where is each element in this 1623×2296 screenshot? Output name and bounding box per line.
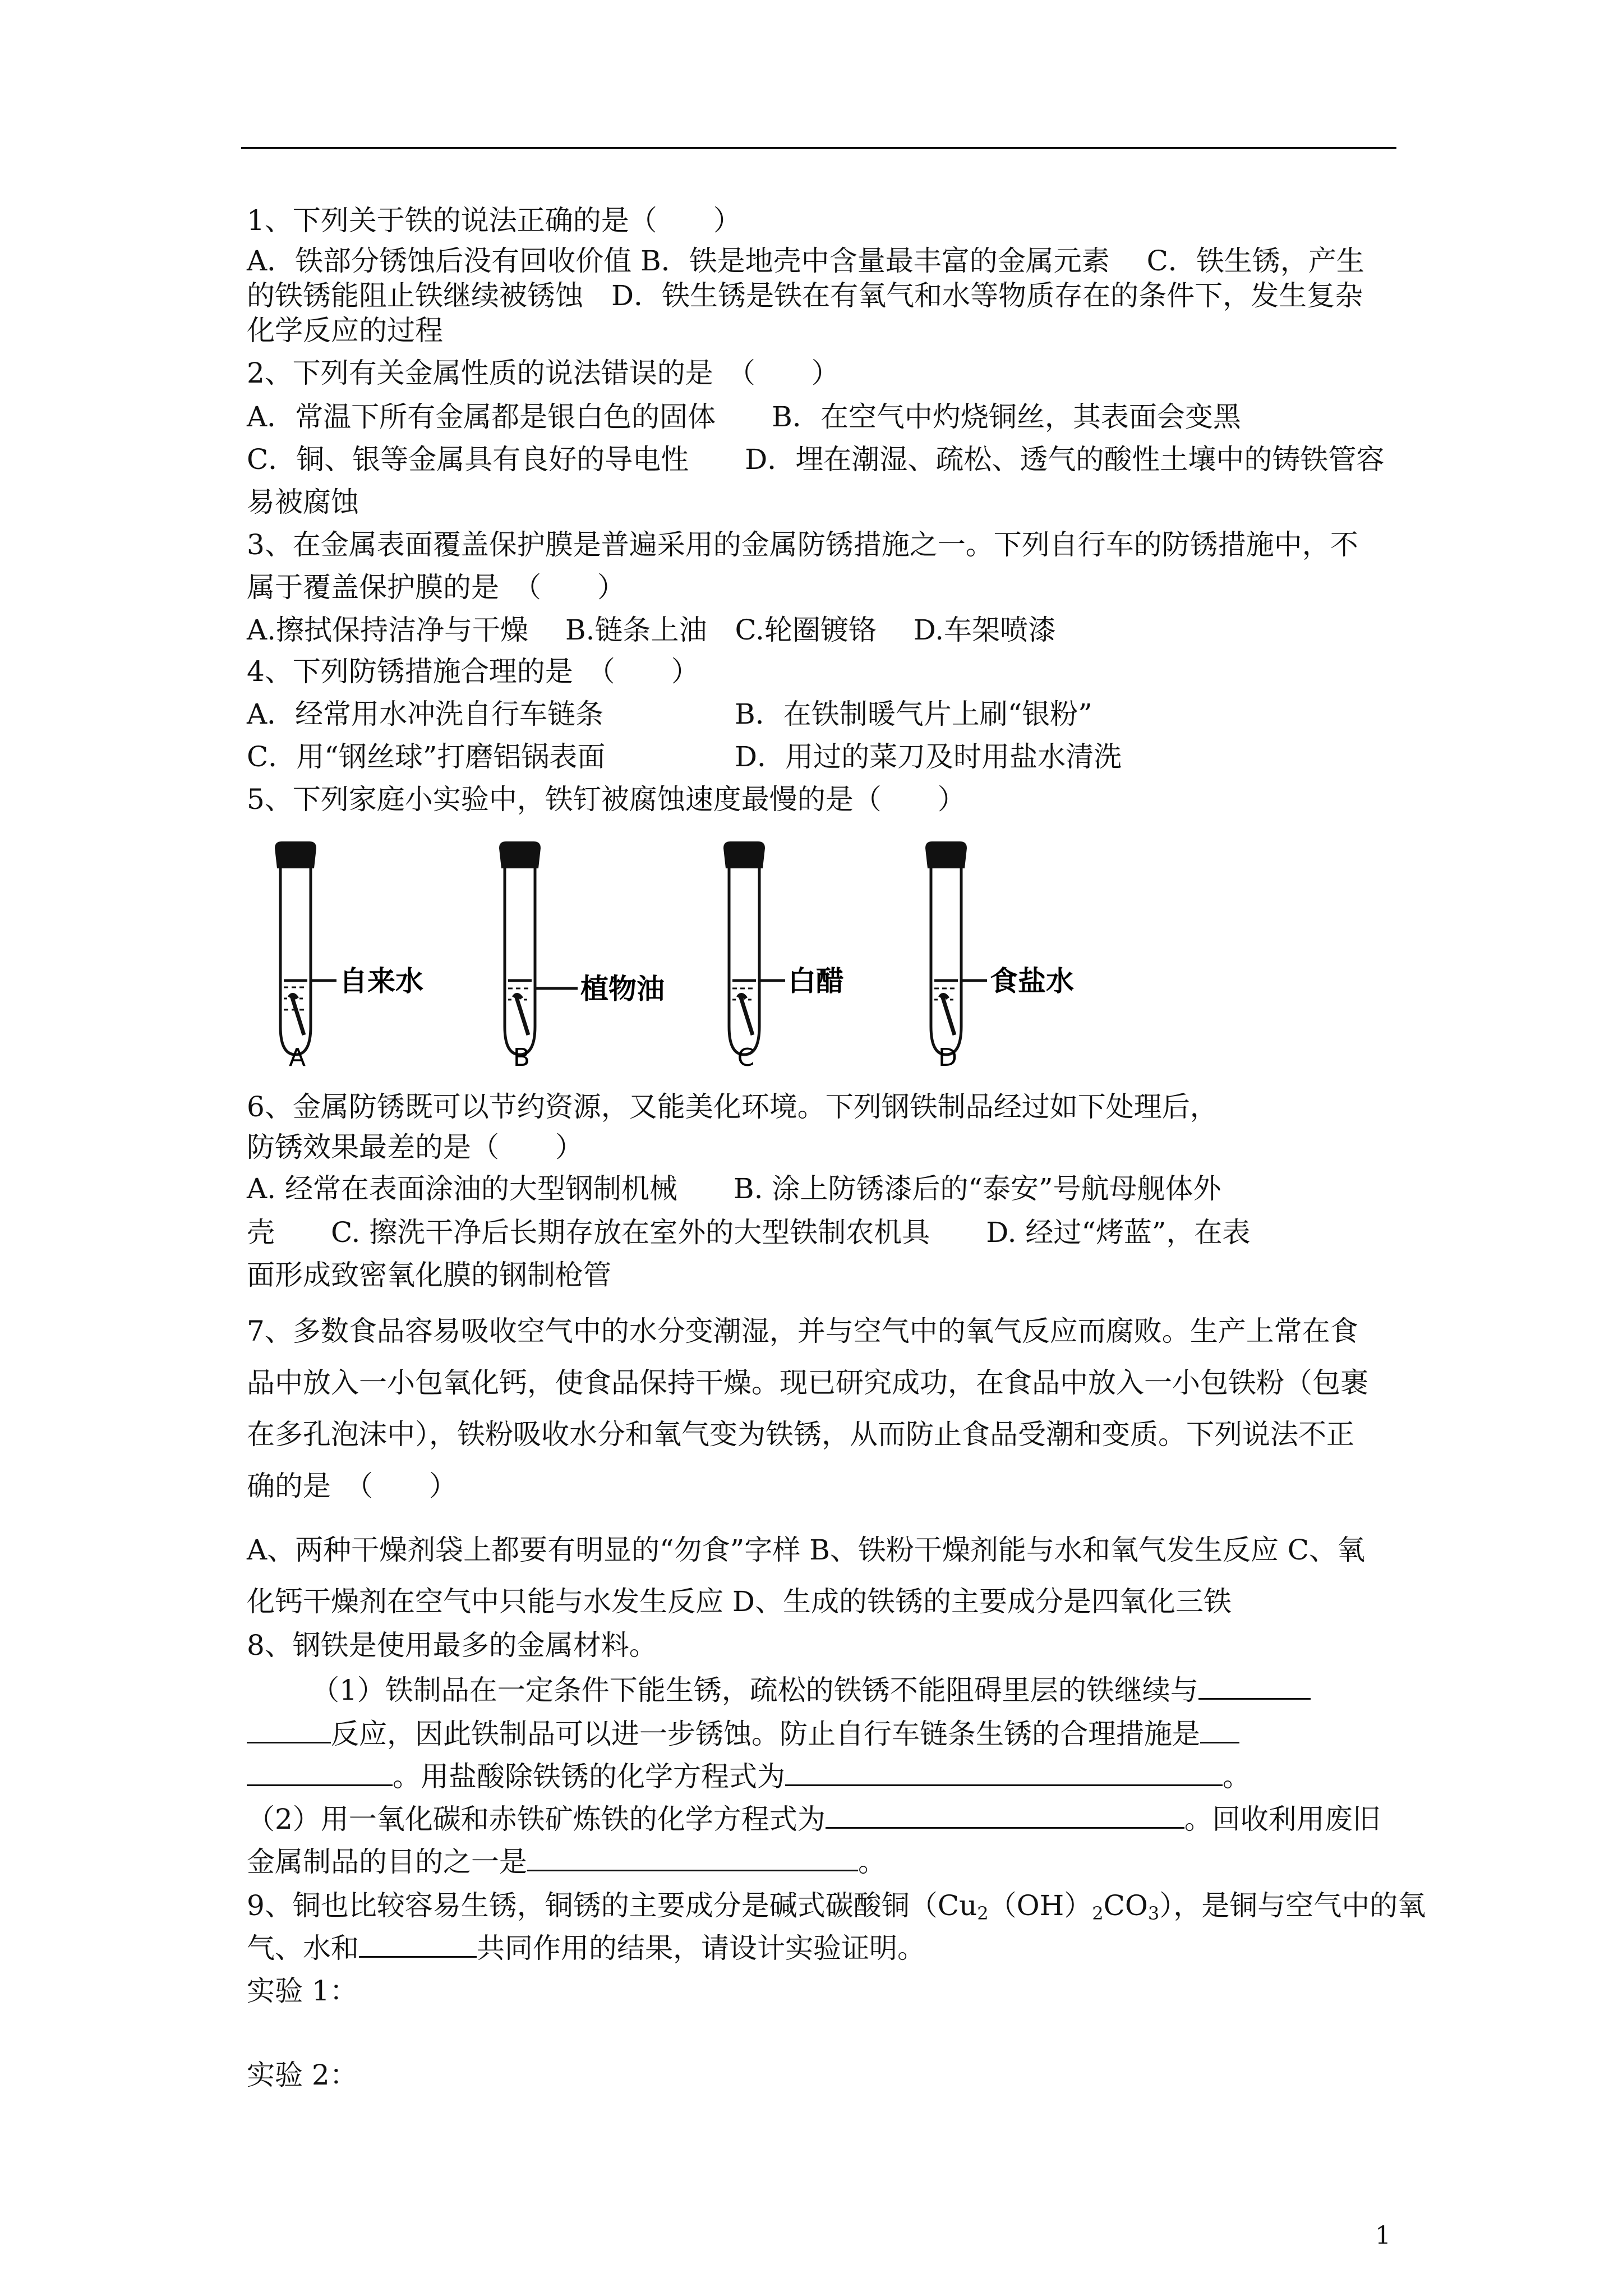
answer-blank-5[interactable]	[527, 1845, 858, 1871]
q4-option-a: A．经常用水冲洗自行车链条	[247, 698, 604, 730]
q8-part1-line1: （1）铁制品在一定条件下能生锈，疏松的铁锈不能阻碍里层的铁继续与	[311, 1672, 1311, 1709]
answer-blank-1[interactable]	[1198, 1673, 1311, 1700]
test-tube-c-letter: C	[737, 1043, 755, 1072]
test-tube-figure	[264, 841, 1150, 1077]
q3-stem-line1: 3、在金属表面覆盖保护膜是普遍采用的金属防锈措施之一。下列自行车的防锈措施中，不	[247, 528, 1358, 561]
q7-line1: 7、多数食品容易吸收空气中的水分变潮湿，并与空气中的氧气反应而腐败。生产上常在食	[247, 1315, 1358, 1347]
q9-experiment-1: 实验 1：	[247, 1975, 358, 2007]
q7-line6: 化钙干燥剂在空气中只能与水发生反应 D、生成的铁锈的主要成分是四氧化三铁	[247, 1585, 1232, 1618]
q7-line3: 在多孔泡沫中），铁粉吸收水分和氧气变为铁锈，从而防止食品受潮和变质。下列说法不正	[247, 1418, 1354, 1451]
page-number: 1	[1375, 2221, 1391, 2250]
q4-stem: 4、下列防锈措施合理的是 （ ）	[247, 655, 699, 688]
answer-blank-2[interactable]	[1200, 1717, 1239, 1743]
q4-option-d: D．用过的菜刀及时用盐水清洗	[735, 740, 1122, 773]
q1-options-line3: 化学反应的过程	[247, 314, 443, 347]
test-tube-c	[723, 841, 844, 1072]
q1-options-line2: 的铁锈能阻止铁继续被锈蚀 D．铁生锈是铁在有氧气和水等物质存在的条件下，发生复杂	[247, 279, 1363, 312]
nail-icon	[289, 995, 304, 1035]
q4-option-b: B．在铁制暖气片上刷“银粉”	[735, 698, 1092, 730]
q1-stem: 1、下列关于铁的说法正确的是（ ）	[247, 204, 741, 237]
q3-stem-line2: 属于覆盖保护膜的是 （ ）	[247, 571, 625, 604]
header-rule	[241, 147, 1396, 149]
q6-stem-line2: 防锈效果最差的是（ ）	[247, 1131, 583, 1163]
q9-line1: 9、铜也比较容易生锈，铜锈的主要成分是碱式碳酸铜$(Cu_2(OH)_2CO_3)$，是铜与空气中的氧	[247, 1889, 1426, 1924]
nail-icon	[940, 995, 955, 1035]
test-tube-b-letter: B	[513, 1043, 531, 1072]
test-tube-a-label: 自来水	[339, 965, 423, 997]
q2-options-cd-cont: 易被腐蚀	[247, 486, 359, 518]
q8-stem: 8、钢铁是使用最多的金属材料。	[247, 1629, 657, 1662]
q2-options-ab: A．常温下所有金属都是银白色的固体 B．在空气中灼烧铜丝，其表面会变黑	[247, 401, 1241, 433]
q7-line2: 品中放入一小包氧化钙，使食品保持干燥。现已研究成功，在食品中放入一小包铁粉（包裹	[247, 1366, 1368, 1399]
q7-line4: 确的是 （ ）	[247, 1470, 457, 1502]
q6-options-line1: A. 经常在表面涂油的大型钢制机械 B. 涂上防锈漆后的“泰安”号航母舰体外	[247, 1172, 1221, 1205]
q7-line5: A、两种干燥剂袋上都要有明显的“勿食”字样 B、铁粉干燥剂能与水和氧气发生反应 C、氧	[247, 1534, 1366, 1566]
q5-stem: 5、下列家庭小实验中，铁钉被腐蚀速度最慢的是（ ）	[247, 783, 966, 816]
nail-icon	[514, 995, 528, 1035]
test-tube-c-label: 白醋	[788, 965, 844, 997]
answer-blank-3[interactable]	[785, 1760, 1223, 1786]
test-tube-a	[275, 841, 423, 1072]
answer-blank-2-cont[interactable]	[247, 1760, 393, 1786]
test-tube-d-letter: D	[938, 1043, 957, 1072]
q4-option-c: C．用“钢丝球”打磨铝锅表面	[247, 740, 606, 773]
q8-part2-line1: （2）用一氧化碳和赤铁矿炼铁的化学方程式为 。回收利用废旧	[247, 1803, 1381, 1835]
q2-options-cd: C．铜、银等金属具有良好的导电性 D．埋在潮湿、疏松、透气的酸性土壤中的铸铁管容	[247, 443, 1385, 476]
test-tube-d	[925, 841, 1074, 1072]
q1-options-line1: A．铁部分锈蚀后没有回收价值 B．铁是地壳中含量最丰富的金属元素 C．铁生锈，产生	[247, 245, 1364, 277]
answer-blank-1-cont[interactable]	[247, 1717, 331, 1743]
answer-blank-6[interactable]	[359, 1931, 477, 1958]
test-tube-a-letter: A	[288, 1043, 306, 1072]
test-tube-b-label: 植物油	[580, 973, 665, 1005]
answer-blank-4[interactable]	[826, 1802, 1184, 1829]
q2-stem: 2、下列有关金属性质的说法错误的是 （ ）	[247, 357, 840, 389]
test-tube-b	[499, 841, 665, 1072]
q8-part1-line3: 。用盐酸除铁锈的化学方程式为 。	[247, 1758, 1251, 1795]
q6-stem-line1: 6、金属防锈既可以节约资源，又能美化环境。下列钢铁制品经过如下处理后，	[247, 1091, 1218, 1123]
q3-options: A.擦拭保持洁净与干燥 B.链条上油 C.轮圈镀铬 D.车架喷漆	[247, 614, 1056, 646]
q9-experiment-2: 实验 2：	[247, 2059, 358, 2091]
q9-line2: 气、水和 共同作用的结果，请设计实验证明。	[247, 1932, 925, 1964]
q6-options-line3: 面形成致密氧化膜的钢制枪管	[247, 1259, 611, 1291]
q6-options-line2: 壳 C. 擦洗干净后长期存放在室外的大型铁制农机具 D. 经过“烤蓝”，在表	[247, 1216, 1251, 1249]
q8-part2-line2: 金属制品的目的之一是 。	[247, 1846, 886, 1878]
nail-icon	[738, 995, 753, 1035]
q8-part1-line2: 反应，因此铁制品可以进一步锈蚀。防止自行车链条生锈的合理措施是	[247, 1715, 1239, 1752]
test-tube-d-label: 食盐水	[990, 965, 1074, 997]
